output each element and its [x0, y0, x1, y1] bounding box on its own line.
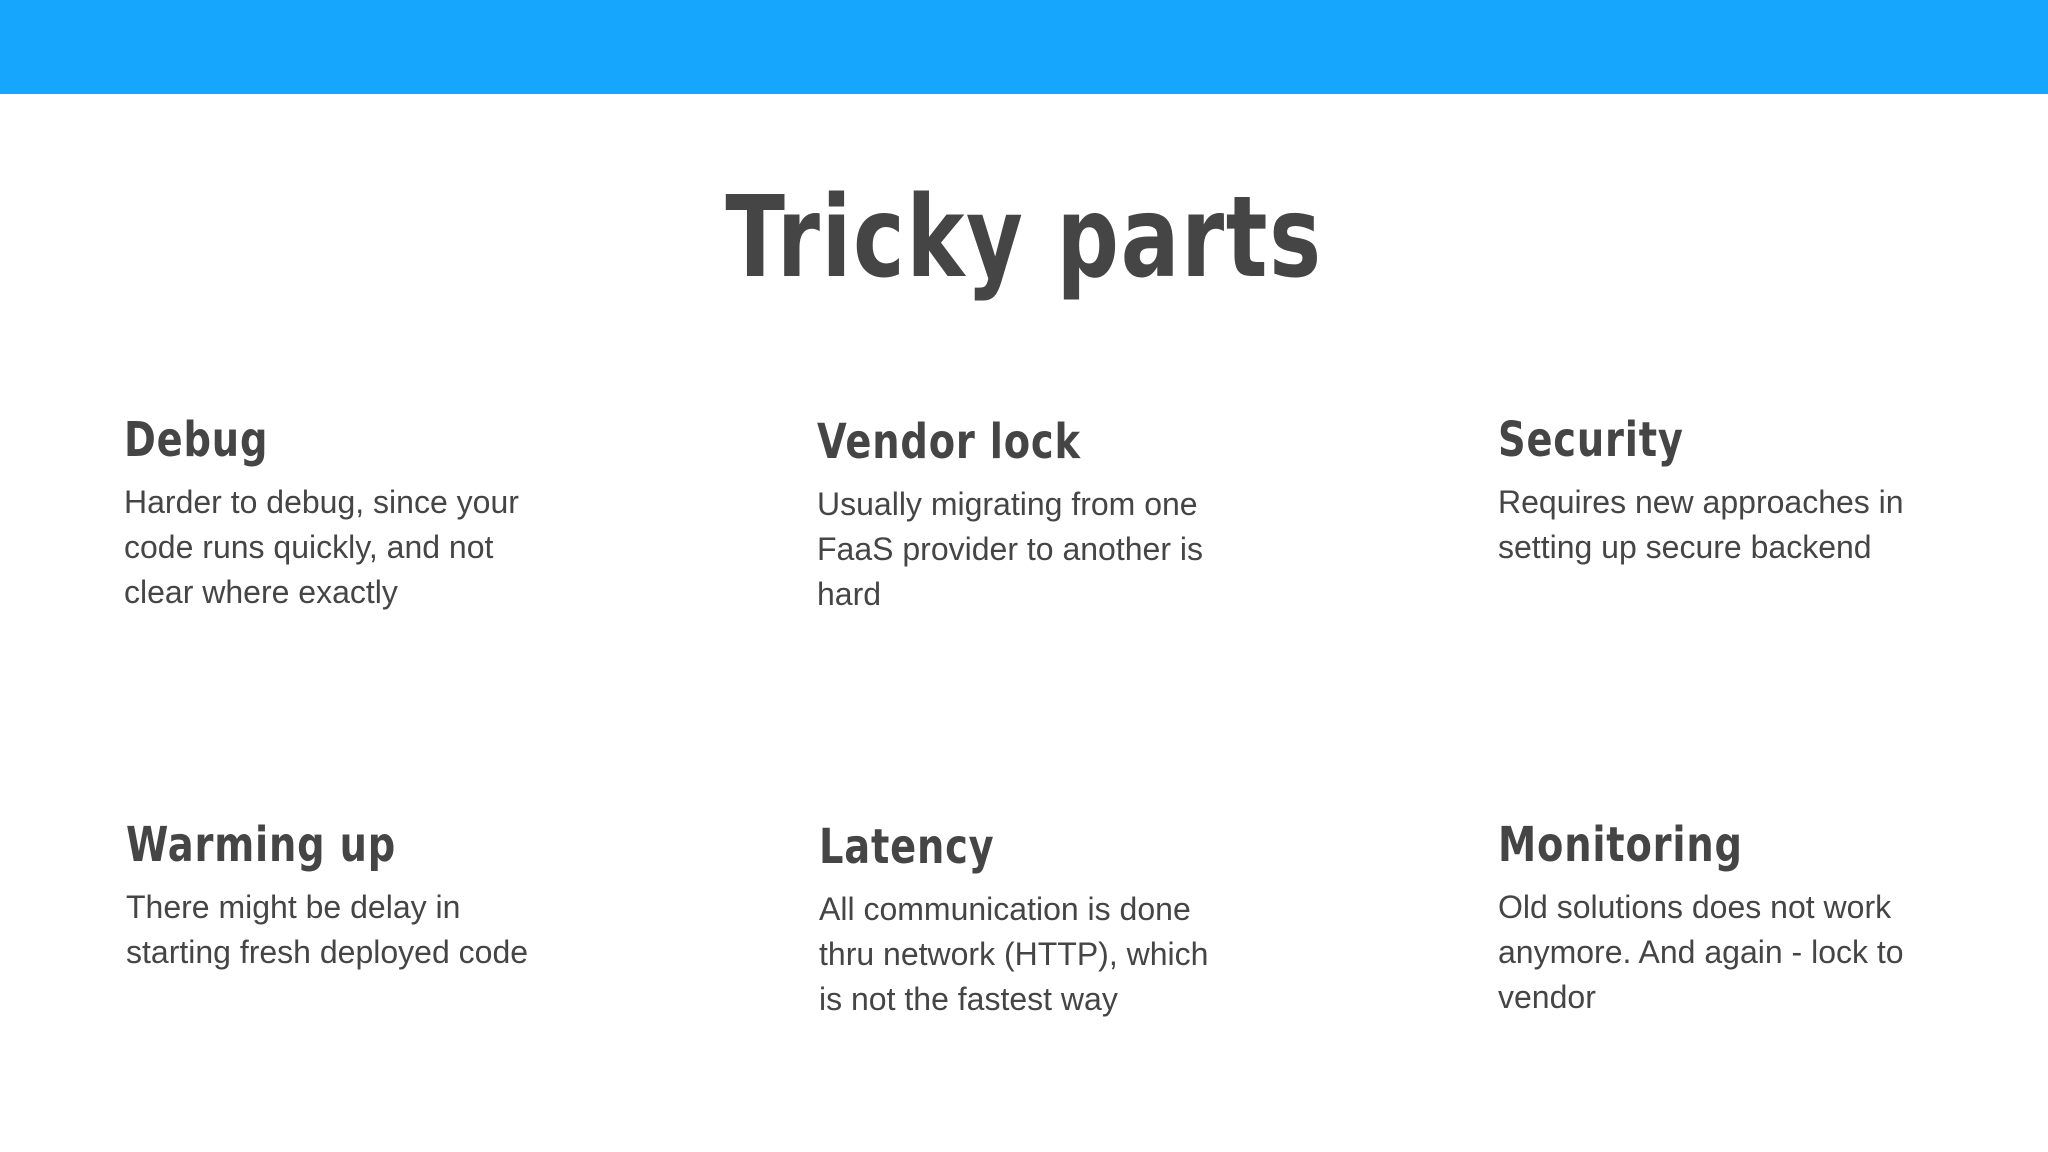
card-heading: Latency	[819, 819, 995, 875]
card-heading: Vendor lock	[817, 414, 1081, 470]
card-body: Harder to debug, since your code runs quickly, and not clear where exactly	[124, 484, 519, 610]
card-heading: Warming up	[126, 817, 397, 873]
header-accent-bar	[0, 0, 2048, 94]
card-security	[1498, 408, 2048, 570]
card-vendor-lock	[817, 410, 1377, 617]
card-latency	[819, 815, 1379, 1022]
card-warming-up	[126, 813, 686, 975]
card-heading: Security	[1498, 412, 1684, 468]
card-body: There might be delay in starting fresh deployed code	[126, 889, 529, 970]
card-monitoring	[1498, 813, 2048, 1020]
card-body: Requires new approaches in setting up secure backend	[1498, 484, 1904, 565]
card-body: All communication is done thru network (HTTP), which is not the fastest way	[819, 891, 1209, 1017]
card-body: Usually migrating from one FaaS provider to another is hard	[817, 486, 1203, 612]
card-heading: Debug	[124, 412, 269, 468]
card-debug	[124, 408, 684, 615]
card-heading: Monitoring	[1498, 817, 1743, 873]
card-body: Old solutions does not work anymore. And again - lock to vendor	[1498, 889, 1904, 1015]
slide-title: Tricky parts	[725, 173, 1323, 303]
